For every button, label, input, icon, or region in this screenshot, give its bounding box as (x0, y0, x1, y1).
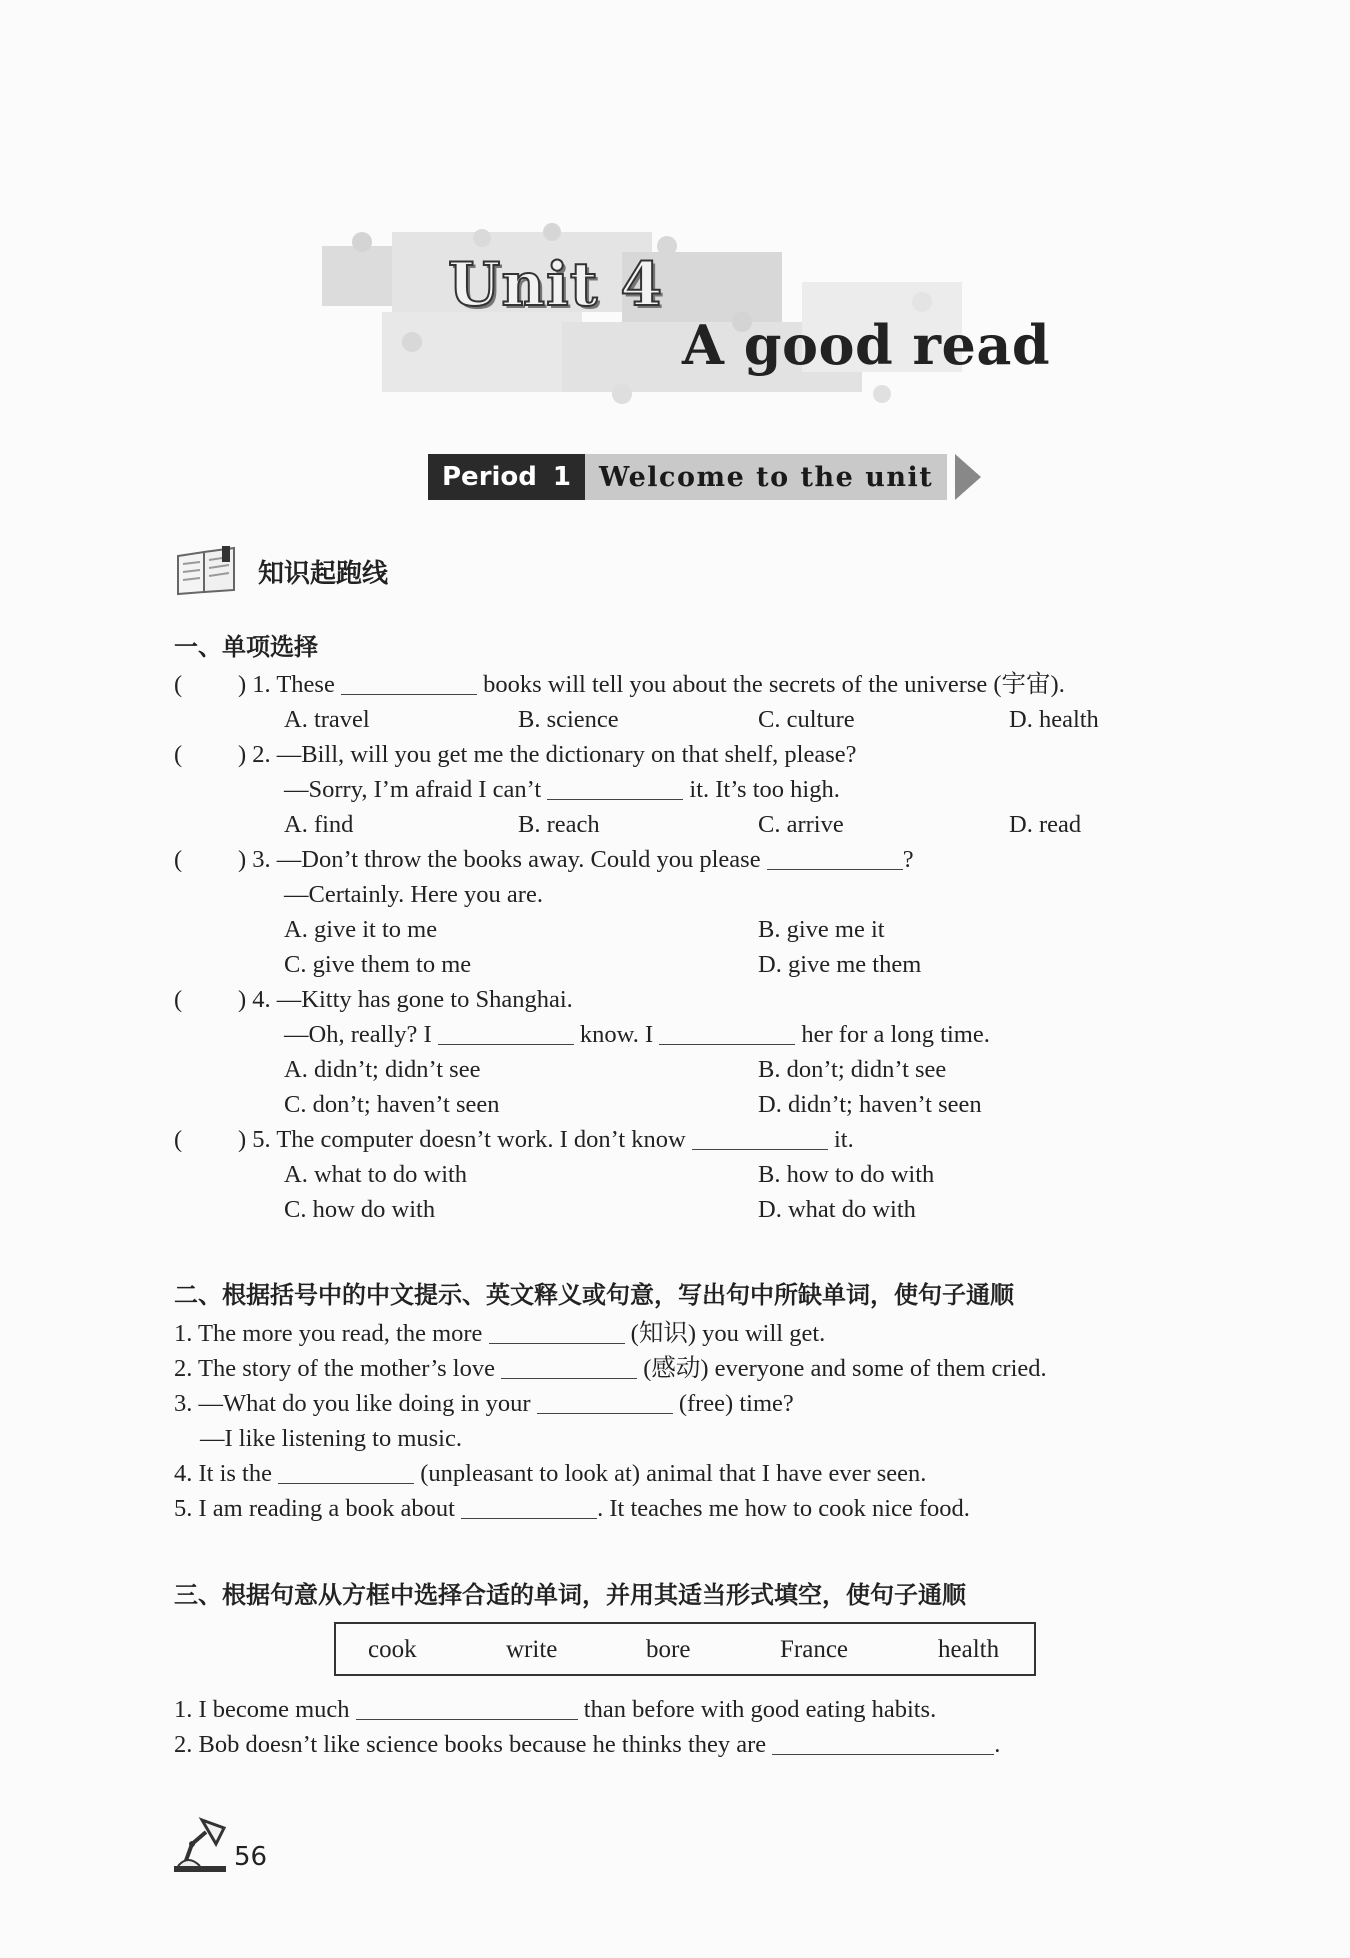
s2-item-4-b: (unpleasant to look at) animal that I have ever seen. (420, 1460, 927, 1487)
word-write: write (506, 1636, 558, 1663)
s3-item-1-b: than before with good eating habits. (583, 1696, 937, 1723)
s2-item-2-b: (感动) everyone and some of them cried. (643, 1355, 1047, 1382)
q4-stem: ) 4. —Kitty has gone to Shanghai. (238, 986, 573, 1013)
s2-item-1-blank[interactable] (489, 1323, 625, 1344)
knowledge-header (174, 546, 388, 596)
page-number: 56 (234, 1842, 268, 1872)
q3-option-d[interactable]: D. give me them (758, 951, 922, 978)
q5-option-c[interactable]: C. how do with (284, 1196, 436, 1223)
word-france: France (780, 1636, 849, 1663)
word-health: health (938, 1636, 1000, 1663)
q1-stem (238, 673, 1065, 698)
q4-blank-1[interactable] (438, 1024, 574, 1045)
q1-stem-a: ) 1. These (238, 671, 335, 698)
unit-title: Unit 4 (448, 250, 664, 320)
s2-item-4-a: 4. It is the (174, 1460, 272, 1487)
arrow-right-icon (955, 454, 981, 500)
q2-line2-a: —Sorry, I’m afraid I can’t (284, 776, 542, 803)
q3-stem-a: ) 3. —Don’t throw the books away. Could you please (238, 846, 761, 873)
s2-item-3-a: 3. —What do you like doing in your (174, 1390, 531, 1417)
q3-option-c[interactable]: C. give them to me (284, 951, 472, 978)
q5-blank[interactable] (692, 1129, 828, 1150)
s3-item-2-a: 2. Bob doesn’t like science books because he thinks they are (174, 1731, 767, 1758)
section3-title: 三、根据句意从方框中选择合适的单词，并用其适当形式填空，使句子通顺 (174, 1581, 966, 1609)
q4-line2-a: —Oh, really? I (284, 1021, 432, 1048)
s2-item-2-blank[interactable] (501, 1358, 637, 1379)
q2-paren: ( (174, 741, 183, 768)
q3-stem (238, 848, 914, 873)
q5-stem (238, 1128, 854, 1153)
q1-paren: ( (174, 671, 183, 698)
s2-item-2 (174, 1357, 1047, 1382)
q5-option-b[interactable]: B. how to do with (758, 1161, 935, 1188)
s2-item-4 (174, 1462, 926, 1487)
q4-line2-b: know. I (579, 1021, 654, 1048)
desk-lamp-icon (172, 1814, 228, 1874)
q5-option-d[interactable]: D. what do with (758, 1196, 916, 1223)
page-footer (172, 1814, 267, 1874)
q4-option-d[interactable]: D. didn’t; haven’t seen (758, 1091, 982, 1118)
q3-stem-b: ? (902, 846, 914, 873)
q1-option-d[interactable]: D. health (1009, 706, 1099, 733)
s2-item-3-b: (free) time? (678, 1390, 794, 1417)
knowledge-title: 知识起跑线 (258, 558, 389, 589)
section2-title: 二、根据括号中的中文提示、英文释义或句意，写出句中所缺单词，使句子通顺 (174, 1281, 1014, 1309)
section1-title: 一、单项选择 (174, 633, 318, 661)
s2-item-5-b: . It teaches me how to cook nice food. (597, 1495, 970, 1522)
period-name: Welcome to the unit (585, 454, 947, 500)
q3-option-a[interactable]: A. give it to me (284, 916, 438, 943)
unit-subtitle: A good read (682, 313, 1051, 377)
q2-stem: ) 2. —Bill, will you get me the dictionary on that shelf, please? (238, 741, 857, 768)
s2-item-1-a: 1. The more you read, the more (174, 1320, 483, 1347)
q5-paren: ( (174, 1126, 183, 1153)
s2-item-3-reply: —I like listening to music. (200, 1425, 462, 1452)
q2-line2-b: it. It’s too high. (689, 776, 840, 803)
q1-option-c[interactable]: C. culture (758, 706, 855, 733)
q4-option-c[interactable]: C. don’t; haven’t seen (284, 1091, 500, 1118)
q1-stem-b: books will tell you about the secrets of the universe (宇宙). (483, 671, 1065, 698)
q3-option-b[interactable]: B. give me it (758, 916, 885, 943)
q5-stem-a: ) 5. The computer doesn’t work. I don’t know (238, 1126, 686, 1153)
q4-line2-c: her for a long time. (801, 1021, 990, 1048)
q2-blank[interactable] (547, 779, 683, 800)
period-word: Period (442, 462, 537, 492)
s3-item-1-a: 1. I become much (174, 1696, 350, 1723)
word-cook: cook (368, 1636, 417, 1663)
s2-item-2-a: 2. The story of the mother’s love (174, 1355, 495, 1382)
q4-line2 (284, 1023, 990, 1048)
s2-item-3 (174, 1392, 794, 1417)
s2-item-1-b: (知识) you will get. (630, 1320, 826, 1347)
s3-item-2-b: . (994, 1731, 1001, 1758)
q2-option-d[interactable]: D. read (1009, 811, 1082, 838)
s2-item-5 (174, 1497, 970, 1522)
s2-item-3-blank[interactable] (537, 1393, 673, 1414)
s3-item-1 (174, 1698, 936, 1723)
q3-paren: ( (174, 846, 183, 873)
q3-blank[interactable] (767, 849, 903, 870)
q1-option-a[interactable]: A. travel (284, 706, 370, 733)
period-label (428, 454, 585, 500)
q4-blank-2[interactable] (659, 1024, 795, 1045)
s2-item-1 (174, 1322, 825, 1347)
q2-option-c[interactable]: C. arrive (758, 811, 844, 838)
book-icon (174, 546, 240, 596)
period-bar (428, 454, 981, 500)
q2-option-a[interactable]: A. find (284, 811, 354, 838)
q2-option-b[interactable]: B. reach (518, 811, 600, 838)
q5-option-a[interactable]: A. what to do with (284, 1161, 468, 1188)
s3-item-2-blank[interactable] (772, 1734, 994, 1755)
s2-item-4-blank[interactable] (278, 1463, 414, 1484)
q1-blank[interactable] (341, 674, 477, 695)
q1-option-b[interactable]: B. science (518, 706, 619, 733)
word-bore: bore (646, 1636, 691, 1663)
q5-stem-b: it. (834, 1126, 854, 1153)
s3-item-2 (174, 1733, 1000, 1758)
q4-option-b[interactable]: B. don’t; didn’t see (758, 1056, 947, 1083)
period-number: 1 (552, 462, 571, 492)
s2-item-5-blank[interactable] (461, 1498, 597, 1519)
q3-line2: —Certainly. Here you are. (284, 881, 543, 908)
s3-item-1-blank[interactable] (356, 1699, 578, 1720)
s2-item-5-a: 5. I am reading a book about (174, 1495, 455, 1522)
q4-paren: ( (174, 986, 183, 1013)
q4-option-a[interactable]: A. didn’t; didn’t see (284, 1056, 481, 1083)
word-box (334, 1622, 1036, 1676)
q2-line2 (284, 778, 840, 803)
